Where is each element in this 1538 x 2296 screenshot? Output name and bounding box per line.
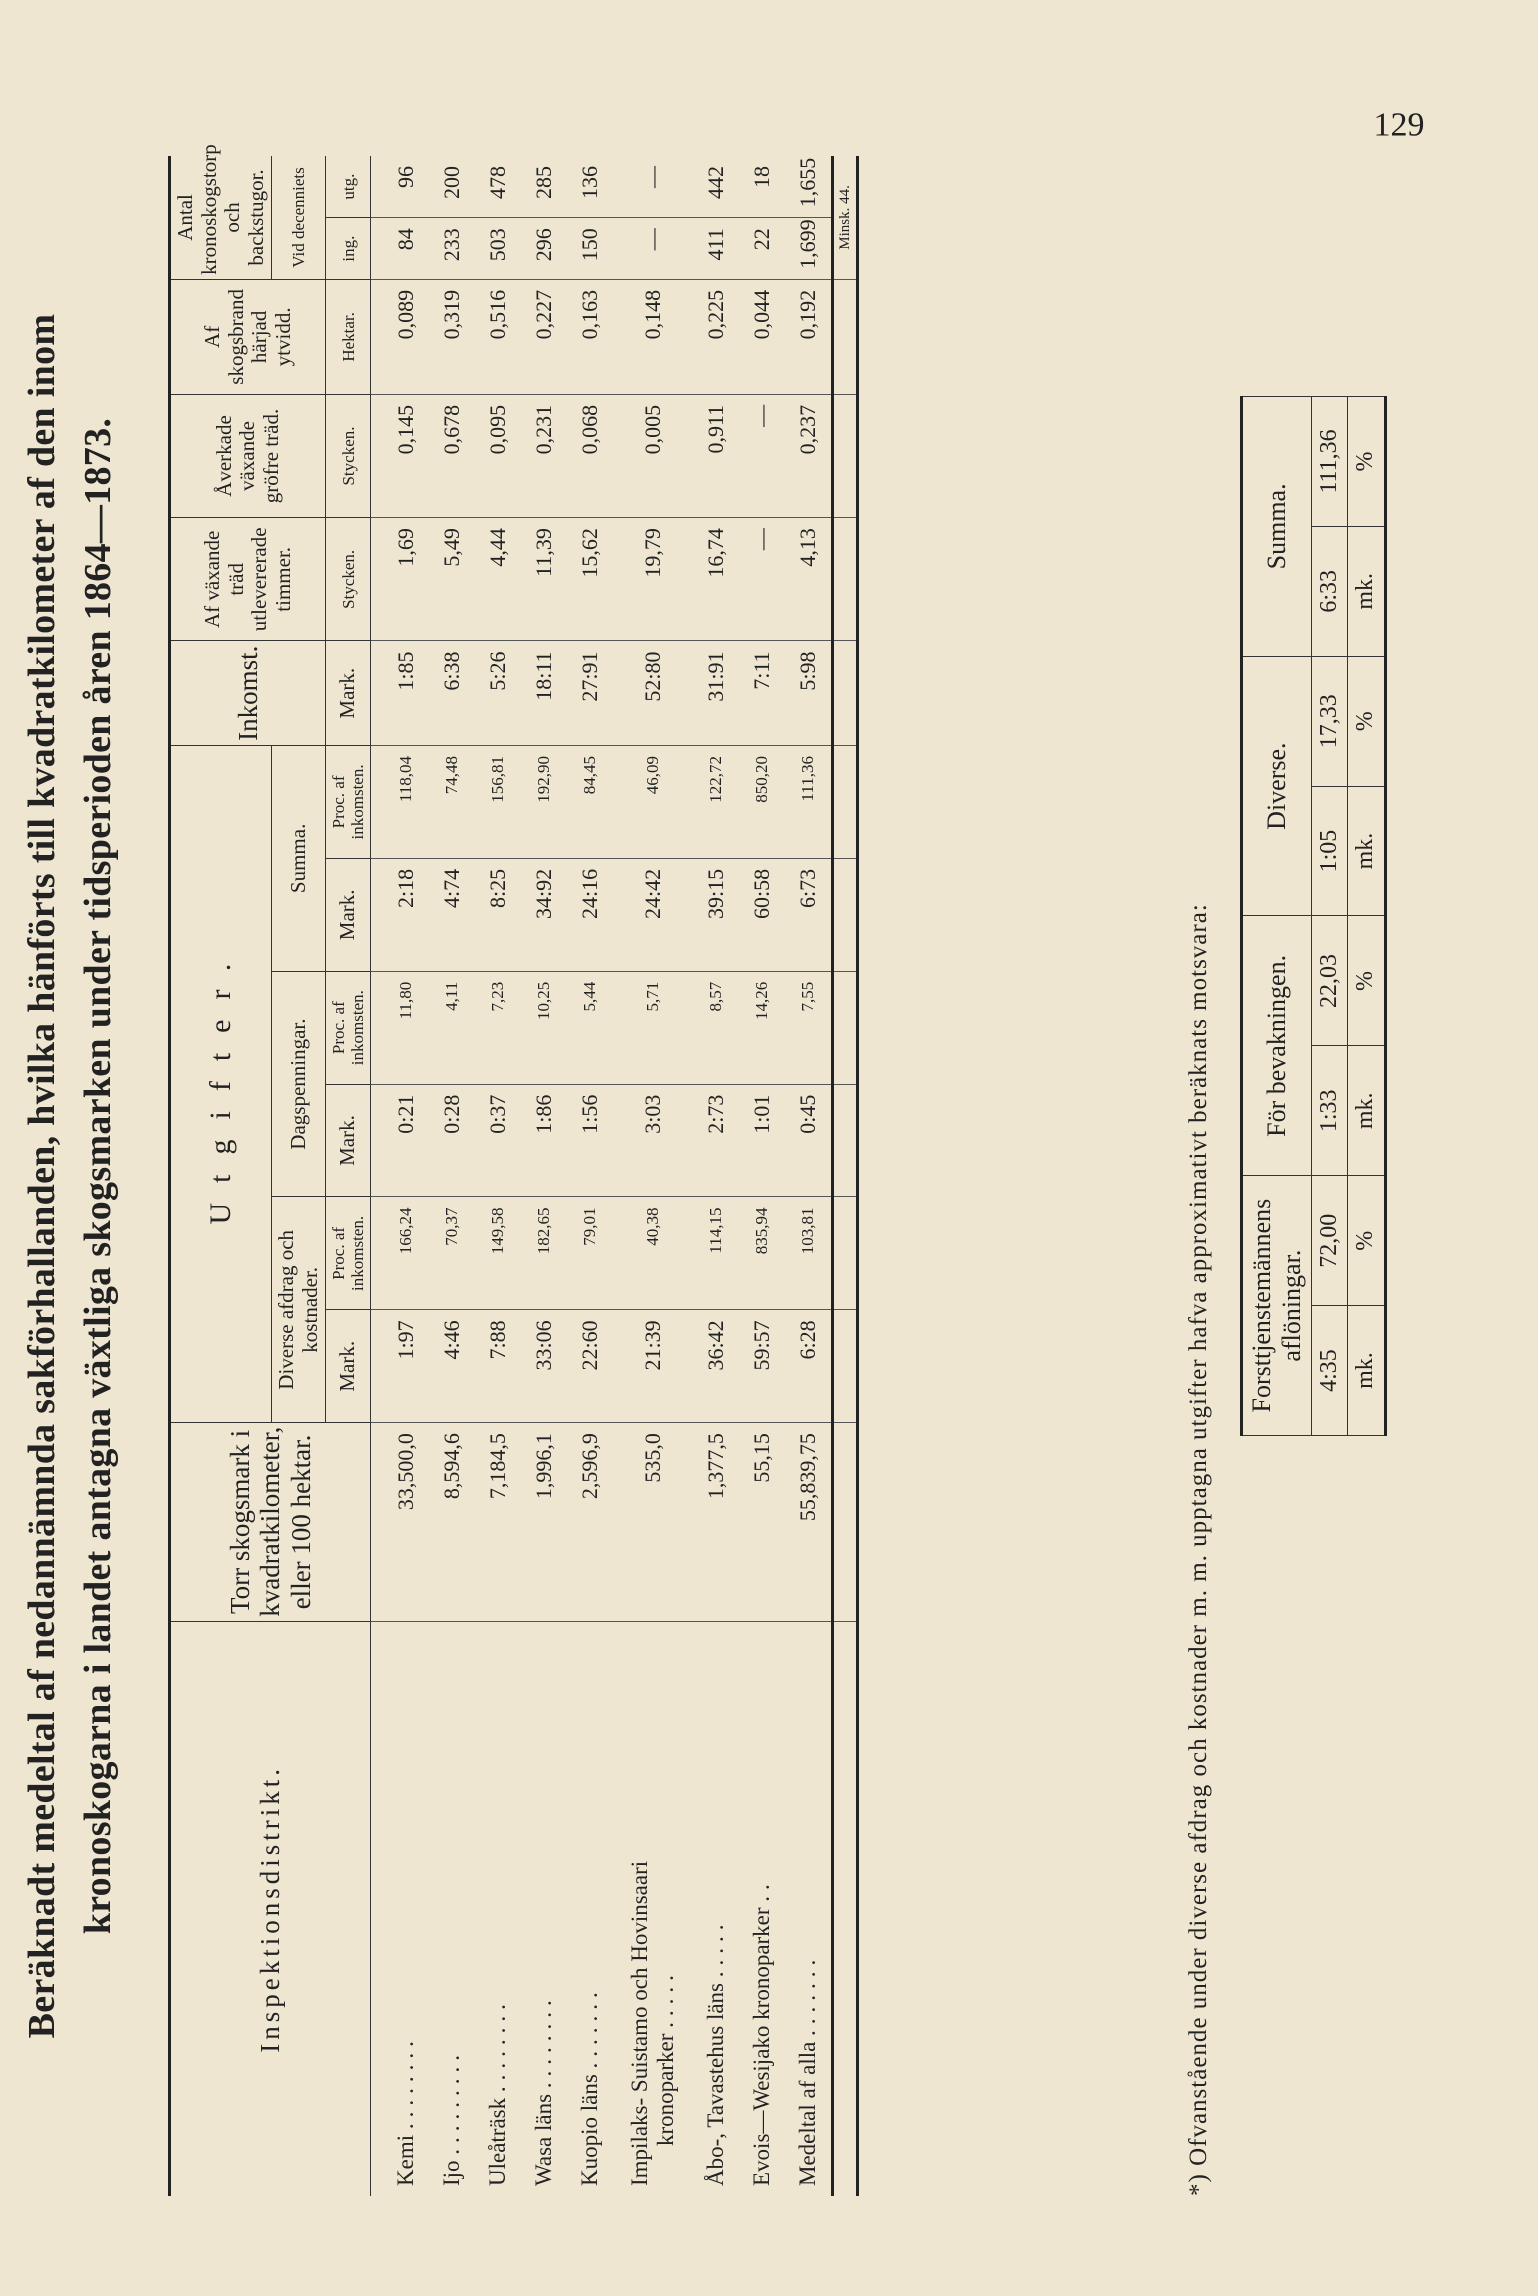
header-averkade-stycken: Stycken. — [326, 394, 371, 517]
empty-cell — [833, 1197, 858, 1310]
empty-cell — [833, 279, 858, 394]
table-row — [429, 156, 475, 2196]
leader-dots: ....... — [795, 1953, 821, 2036]
header-vid-decenniets: Vid decenniets — [272, 156, 326, 279]
district-name — [785, 1621, 833, 2196]
summary-unit: mk. — [1348, 526, 1386, 656]
cell-timmer: 11,39 — [521, 518, 567, 641]
cell-timmer: 16,74 — [693, 518, 739, 641]
summary-value-mk: 6:33 — [1311, 526, 1348, 656]
cell-dag-m: 3:03 — [613, 1084, 693, 1197]
cell-dag-p: 10,25 — [521, 971, 567, 1084]
cell-area: 33,500,0 — [371, 1423, 430, 1622]
summary-unit: % — [1348, 916, 1386, 1046]
district-name-text: Kuopio läns — [577, 2074, 603, 2186]
cell-inkomst: 6:38 — [429, 641, 475, 746]
header-torp: Antal kronoskogstorp och backstugor. — [170, 156, 272, 279]
title-line-1: Beräknadt medeltal af nedannämnda sakförhallanden, hvilka hänförts till kvadratkilometer af den inom — [21, 313, 63, 2039]
cell-div-p: 182,65 — [521, 1197, 567, 1310]
minsk-note: Minsk. 44. — [833, 156, 858, 279]
cell-sum-m: 8:25 — [475, 858, 521, 971]
empty-cell — [833, 1621, 858, 2196]
summary-header: Diverse. — [1242, 656, 1312, 916]
empty-cell — [833, 518, 858, 641]
cell-utg: 18 — [739, 156, 785, 218]
cell-sum-m: 24:16 — [567, 858, 613, 971]
district-name — [693, 1621, 739, 2196]
district-name — [475, 1621, 521, 2196]
table-body — [371, 156, 858, 2196]
cell-div-m: 22:60 — [567, 1310, 613, 1423]
cell-hektar: 0,516 — [475, 279, 521, 394]
cell-hektar: 0,319 — [429, 279, 475, 394]
summary-value-mk: 4:35 — [1311, 1306, 1348, 1436]
header-utg: utg. — [326, 156, 371, 218]
cell-dag-m: 1:01 — [739, 1084, 785, 1197]
cell-timmer: 19,79 — [613, 518, 693, 641]
cell-sum-p: 118,04 — [371, 745, 430, 858]
table-row — [739, 156, 785, 2196]
empty-cell — [833, 1310, 858, 1423]
cell-area: 55,15 — [739, 1423, 785, 1622]
cell-div-p: 103,81 — [785, 1197, 833, 1310]
cell-dag-m: 1:56 — [567, 1084, 613, 1197]
cell-utg: 96 — [371, 156, 430, 218]
cell-ing: — — [613, 218, 693, 280]
cell-div-p: 40,38 — [613, 1197, 693, 1310]
cell-timmer: 15,62 — [567, 518, 613, 641]
cell-inkomst: 52:80 — [613, 641, 693, 746]
table-row-note — [833, 156, 858, 2196]
cell-sum-m: 24:42 — [613, 858, 693, 971]
summary-value-mk: 1:05 — [1311, 786, 1348, 916]
cell-dag-m: 0:28 — [429, 1084, 475, 1197]
page-number: 129 — [1373, 106, 1425, 144]
cell-hektar: 0,148 — [613, 279, 693, 394]
cell-inkomst: 31:91 — [693, 641, 739, 746]
cell-div-p: 166,24 — [371, 1197, 430, 1310]
header-area: Torr skogsmark i kvadratkilometer, eller 100 hektar. — [170, 1423, 371, 1622]
summary-header: Forsttjenstemännens aflöningar. — [1242, 1176, 1312, 1436]
cell-averkade: 0,237 — [785, 394, 833, 517]
header-hektar: Hektar. — [326, 279, 371, 394]
cell-dag-p: 11,80 — [371, 971, 430, 1084]
district-name-text: Ijo — [439, 2160, 465, 2186]
district-name-text: Kemi — [393, 2134, 419, 2186]
summary-unit: mk. — [1348, 1306, 1386, 1436]
cell-timmer: 5,49 — [429, 518, 475, 641]
cell-averkade: 0,678 — [429, 394, 475, 517]
cell-area: 535,0 — [613, 1423, 693, 1622]
header-averkade: Åverkade växande gröfre träd. — [170, 394, 326, 517]
district-name-text: Uleåträsk — [485, 2097, 511, 2186]
header-timmer: Af växande träd utlevererade timmer. — [170, 518, 326, 641]
cell-sum-p: 74,48 — [429, 745, 475, 858]
cell-hektar: 0,192 — [785, 279, 833, 394]
cell-ing: 296 — [521, 218, 567, 280]
summary-unit: % — [1348, 397, 1386, 527]
cell-dag-p: 5,71 — [613, 971, 693, 1084]
cell-dag-p: 7,23 — [475, 971, 521, 1084]
cell-ing: 150 — [567, 218, 613, 280]
summary-header: För bevakningen. — [1242, 916, 1312, 1176]
header-timmer-stycken: Stycken. — [326, 518, 371, 641]
cell-hektar: 0,227 — [521, 279, 567, 394]
cell-sum-p: 192,90 — [521, 745, 567, 858]
cell-utg: 200 — [429, 156, 475, 218]
title-line-2: kronoskogarna i landet antagna växtliga skogsmarken under tidsperioden åren 1864—1873. — [77, 417, 119, 1935]
district-name — [613, 1621, 693, 2196]
cell-sum-m: 2:18 — [371, 858, 430, 971]
cell-utg: 442 — [693, 156, 739, 218]
cell-timmer: — — [739, 518, 785, 641]
cell-sum-p: 84,45 — [567, 745, 613, 858]
leader-dots: ........ — [531, 1994, 557, 2089]
header-dag-proc: Proc. af inkomsten. — [326, 971, 371, 1084]
statistics-table — [168, 144, 859, 2196]
cell-dag-m: 2:73 — [693, 1084, 739, 1197]
district-name-text-2: kronoparker — [653, 2033, 679, 2146]
cell-ing: 84 — [371, 218, 430, 280]
cell-timmer: 4,44 — [475, 518, 521, 641]
cell-dag-m: 0:21 — [371, 1084, 430, 1197]
cell-hektar: 0,044 — [739, 279, 785, 394]
leader-dots: ..... — [703, 1918, 729, 1978]
cell-ing: 1,699 — [785, 218, 833, 280]
summary-unit: mk. — [1348, 786, 1386, 916]
cell-div-m: 59:57 — [739, 1310, 785, 1423]
cell-averkade: 0,145 — [371, 394, 430, 517]
cell-div-m: 6:28 — [785, 1310, 833, 1423]
district-name — [371, 1621, 430, 2196]
cell-averkade: 0,095 — [475, 394, 521, 517]
cell-sum-p: 156,81 — [475, 745, 521, 858]
cell-ing: 233 — [429, 218, 475, 280]
table-row — [693, 156, 739, 2196]
cell-div-m: 1:97 — [371, 1310, 430, 1423]
cell-dag-p: 4,11 — [429, 971, 475, 1084]
table-row — [521, 156, 567, 2196]
cell-inkomst: 7:11 — [739, 641, 785, 746]
cell-inkomst: 1:85 — [371, 641, 430, 746]
empty-cell — [833, 641, 858, 746]
leader-dots: .. — [749, 1878, 775, 1902]
cell-area: 1,996,1 — [521, 1423, 567, 1622]
cell-ing: 22 — [739, 218, 785, 280]
cell-div-p: 149,58 — [475, 1197, 521, 1310]
cell-timmer: 4,13 — [785, 518, 833, 641]
table-row — [613, 156, 693, 2196]
cell-sum-m: 34:92 — [521, 858, 567, 971]
cell-hektar: 0,089 — [371, 279, 430, 394]
summary-table — [1240, 396, 1387, 1436]
cell-inkomst: 5:98 — [785, 641, 833, 746]
empty-cell — [833, 1084, 858, 1197]
cell-div-m: 7:88 — [475, 1310, 521, 1423]
cell-averkade: — — [739, 394, 785, 517]
cell-utg: — — [613, 156, 693, 218]
cell-div-m: 4:46 — [429, 1310, 475, 1423]
cell-ing: 503 — [475, 218, 521, 280]
district-name-text: Impilaks- Suistamo och Hovinsaari — [627, 1860, 653, 2186]
header-div-mark: Mark. — [326, 1310, 371, 1423]
leader-dots: ......... — [439, 2048, 465, 2155]
empty-cell — [833, 745, 858, 858]
district-name — [739, 1621, 785, 2196]
cell-dag-p: 5,44 — [567, 971, 613, 1084]
cell-averkade: 0,068 — [567, 394, 613, 517]
district-name-text: Wasa läns — [531, 2093, 557, 2186]
leader-dots: ........ — [485, 1998, 511, 2093]
cell-area: 55,839,75 — [785, 1423, 833, 1622]
cell-inkomst: 27:91 — [567, 641, 613, 746]
header-diverse: Diverse afdrag och kostnader. — [272, 1197, 326, 1423]
cell-inkomst: 5:26 — [475, 641, 521, 746]
header-district: Inspektionsdistrikt. — [170, 1621, 371, 2196]
cell-sum-p: 111,36 — [785, 745, 833, 858]
cell-inkomst: 18:11 — [521, 641, 567, 746]
summary-unit: % — [1348, 656, 1386, 786]
header-sum-mark: Mark. — [326, 858, 371, 971]
cell-averkade: 0,005 — [613, 394, 693, 517]
header-inkomst: Inkomst. — [170, 641, 326, 746]
summary-value-mk: 1:33 — [1311, 1046, 1348, 1176]
cell-hektar: 0,225 — [693, 279, 739, 394]
cell-dag-p: 7,55 — [785, 971, 833, 1084]
cell-dag-p: 14,26 — [739, 971, 785, 1084]
cell-hektar: 0,163 — [567, 279, 613, 394]
cell-div-p: 835,94 — [739, 1197, 785, 1310]
summary-header: Summa. — [1242, 397, 1312, 657]
empty-cell — [833, 1423, 858, 1622]
summary-value-percent: 17,33 — [1311, 656, 1348, 786]
cell-sum-m: 39:15 — [693, 858, 739, 971]
cell-div-p: 70,37 — [429, 1197, 475, 1310]
summary-unit: mk. — [1348, 1046, 1386, 1176]
district-name-text: Åbo-, Tavastehus läns — [703, 1982, 729, 2186]
district-name — [429, 1621, 475, 2196]
empty-cell — [833, 971, 858, 1084]
cell-averkade: 0,231 — [521, 394, 567, 517]
footnote: *) Ofvanstående under diverse afdrag och kostnader m. m. upptagna utgifter hafva approximativt beräknats motsvara: — [1185, 903, 1212, 2196]
cell-area: 2,596,9 — [567, 1423, 613, 1622]
page-title — [14, 156, 126, 2196]
summary-value-percent: 22,03 — [1311, 916, 1348, 1046]
cell-sum-p: 46,09 — [613, 745, 693, 858]
header-summa: Summa. — [272, 745, 326, 971]
header-sum-proc: Proc. af inkomsten. — [326, 745, 371, 858]
cell-area: 1,377,5 — [693, 1423, 739, 1622]
summary-value-percent: 72,00 — [1311, 1176, 1348, 1306]
empty-cell — [833, 858, 858, 971]
cell-div-m: 33:06 — [521, 1310, 567, 1423]
district-name — [521, 1621, 567, 2196]
cell-sum-m: 4:74 — [429, 858, 475, 971]
summary-unit: % — [1348, 1176, 1386, 1306]
cell-utg: 478 — [475, 156, 521, 218]
leader-dots: ..... — [653, 1969, 679, 2028]
header-div-proc: Proc. af inkomsten. — [326, 1197, 371, 1310]
district-name-text: Evois—Wesijako kronoparker — [749, 1907, 775, 2186]
cell-dag-m: 0:45 — [785, 1084, 833, 1197]
cell-sum-m: 60:58 — [739, 858, 785, 971]
header-dagspenningar: Dagspenningar. — [272, 971, 326, 1197]
cell-div-p: 114,15 — [693, 1197, 739, 1310]
header-utgifter: Utgifter. — [170, 745, 272, 1422]
cell-area: 7,184,5 — [475, 1423, 521, 1622]
header-dag-mark: Mark. — [326, 1084, 371, 1197]
header-ing: ing. — [326, 218, 371, 280]
cell-area: 8,594,6 — [429, 1423, 475, 1622]
table-row — [475, 156, 521, 2196]
cell-utg: 136 — [567, 156, 613, 218]
cell-div-m: 36:42 — [693, 1310, 739, 1423]
district-name — [567, 1621, 613, 2196]
cell-sum-p: 122,72 — [693, 745, 739, 858]
cell-utg: 285 — [521, 156, 567, 218]
cell-dag-m: 0:37 — [475, 1084, 521, 1197]
cell-ing: 411 — [693, 218, 739, 280]
cell-dag-m: 1:86 — [521, 1084, 567, 1197]
cell-utg: 1,655 — [785, 156, 833, 218]
cell-sum-m: 6:73 — [785, 858, 833, 971]
summary-value-percent: 111,36 — [1311, 397, 1348, 527]
header-skogsbrand: Af skogsbrand härjad ytvidd. — [170, 279, 326, 394]
district-name-text: Medeltal af alla — [795, 2041, 821, 2186]
header-inkomst-mark: Mark. — [326, 641, 371, 746]
cell-averkade: 0,911 — [693, 394, 739, 517]
table-row — [371, 156, 430, 2196]
leader-dots: ....... — [577, 1986, 603, 2069]
cell-sum-p: 850,20 — [739, 745, 785, 858]
empty-cell — [833, 394, 858, 517]
table-row — [785, 156, 833, 2196]
cell-div-p: 79,01 — [567, 1197, 613, 1310]
leader-dots: ........ — [393, 2035, 419, 2130]
cell-dag-p: 8,57 — [693, 971, 739, 1084]
table-row — [567, 156, 613, 2196]
cell-div-m: 21:39 — [613, 1310, 693, 1423]
cell-timmer: 1,69 — [371, 518, 430, 641]
